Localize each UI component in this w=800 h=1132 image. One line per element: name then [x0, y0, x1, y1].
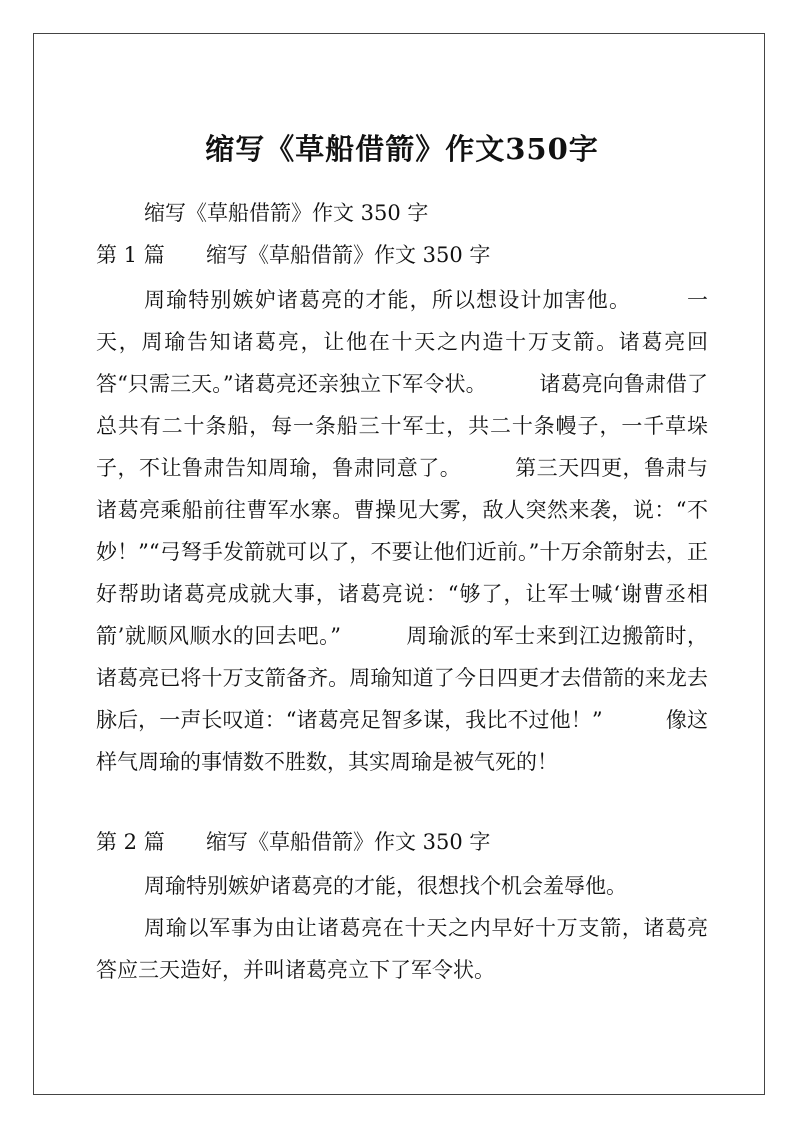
section-1-heading — [96, 240, 490, 270]
section-2-label: 第 2 篇 — [96, 830, 165, 854]
section-2-title: 缩写《草船借箭》作文 350 字 — [206, 830, 491, 854]
document-subtitle: 缩写《草船借箭》作文 350 字 — [144, 201, 429, 225]
section-1-title: 缩写《草船借箭》作文 350 字 — [206, 243, 491, 267]
page-title: 缩写《草船借箭》作文350字 — [205, 132, 599, 166]
section-1-label: 第 1 篇 — [96, 243, 165, 267]
section-2-paragraph-1: 周瑜特别嫉妒诸葛亮的才能，很想找个机会羞辱他。 — [144, 874, 627, 898]
section-2-paragraph-2: 周瑜以军事为由让诸葛亮在十天之内早好十万支箭，诸葛亮答应三天造好，并叫诸葛亮立下了军令状。 — [96, 916, 708, 982]
section-2-heading — [96, 827, 490, 857]
section-1-paragraph: 周瑜特别嫉妒诸葛亮的才能，所以想设计加害他。 一天，周瑜告知诸葛亮，让他在十天之内造十万支箭。诸葛亮回答“只需三天。”诸葛亮还亲独立下军令状。 诸葛亮向鲁肃借了总共有二十条船，每一条船三十军士，共二十条幔子，一千草垛子，不让鲁肃告知周瑜，鲁肃同意了。 第三天四更，鲁肃与诸葛亮乘船前往曹军水寨。曹操见大雾，敌人突然来袭，说：“不妙！”“弓弩手发箭就可以了，不要让他们近前。”十万余箭射去，正好帮助诸葛亮成就大事，诸葛亮说：“够了，让军士喊‘谢曹丞相箭’就顺风顺水的回去吧。” 周瑜派的军士来到江边搬箭时，诸葛亮已将十万支箭备齐。周瑜知道了今日四更才去借箭的来龙去脉后，一声长叹道：“诸葛亮足智多谋，我比不过他！” 像这样气周瑜的事情数不胜数，其实周瑜是被气死的！ — [96, 288, 708, 774]
